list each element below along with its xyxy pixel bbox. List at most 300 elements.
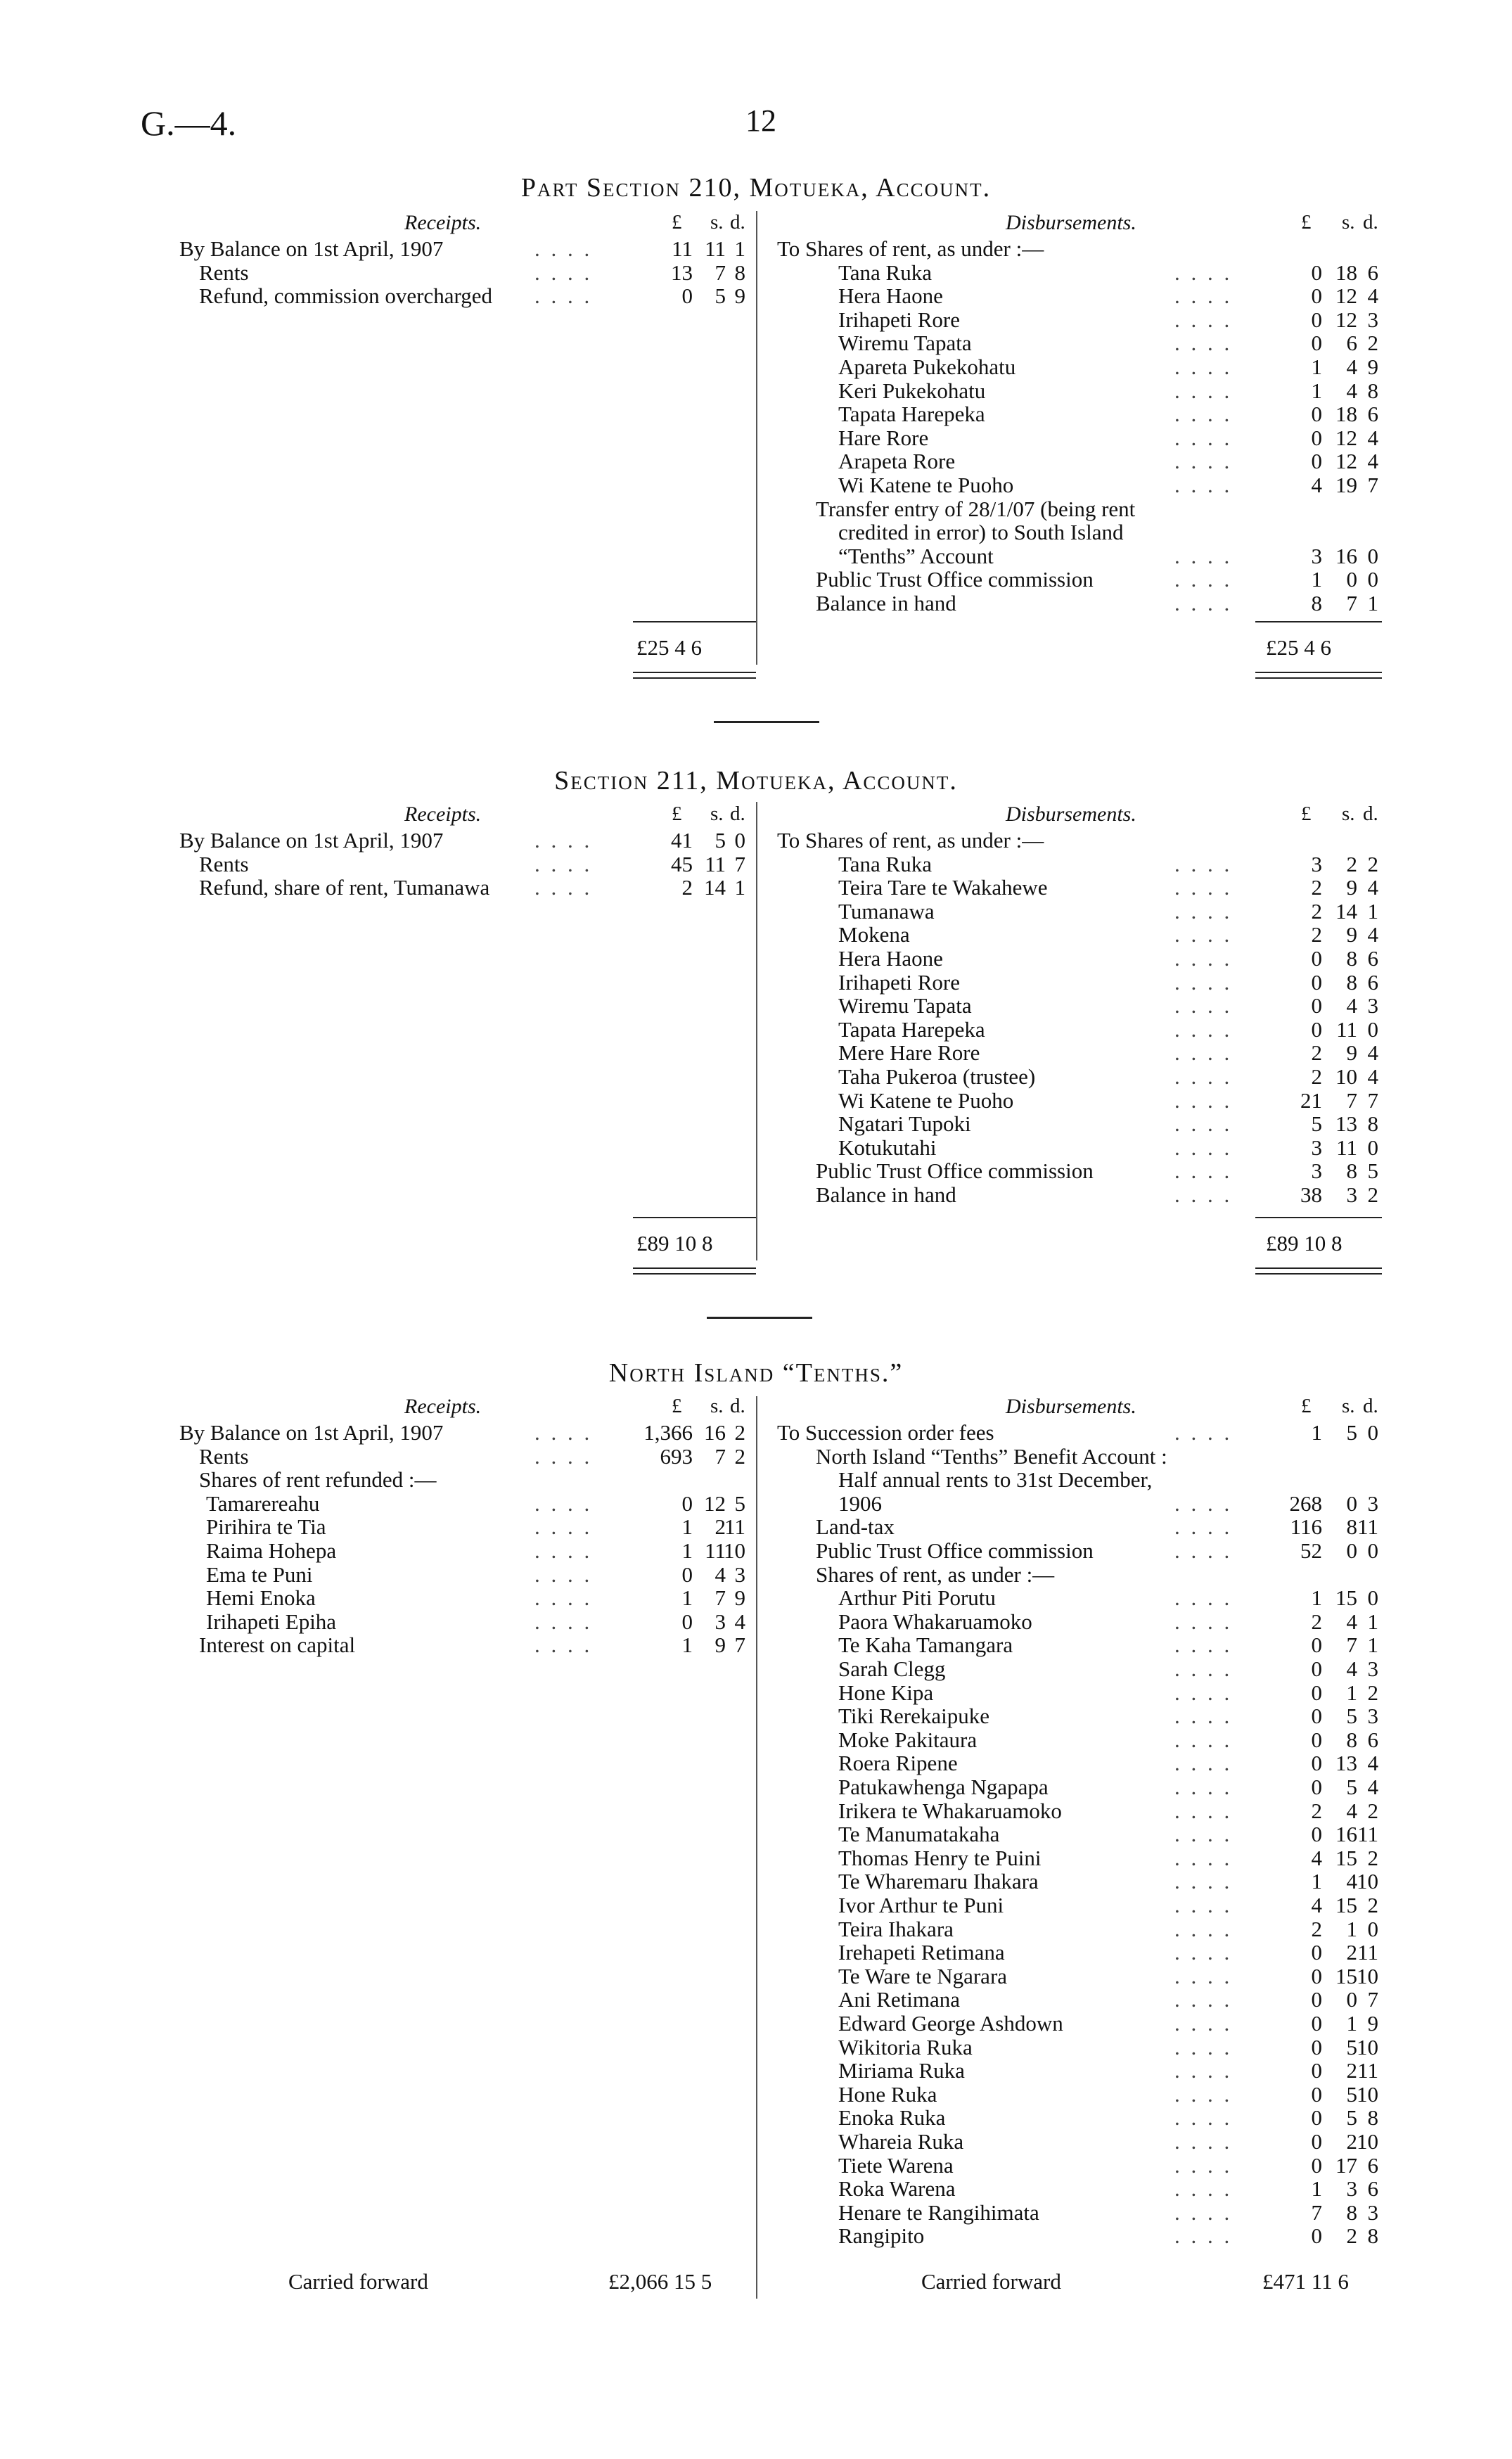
disbursement-label: Kotukutahi bbox=[838, 1135, 937, 1160]
amount-pence: 4 bbox=[1367, 1751, 1378, 1776]
disbursement-label: Half annual rents to 31st December, bbox=[838, 1467, 1153, 1493]
amount-pence: 6 bbox=[1367, 946, 1378, 971]
leader-dots: . . . . bbox=[534, 828, 593, 852]
amount-shillings: 8 bbox=[1346, 969, 1357, 995]
amount-pence: 2 bbox=[1367, 1893, 1378, 1917]
leader-dots: . . . . bbox=[534, 1561, 593, 1587]
leader-dots: . . . . bbox=[1174, 2034, 1233, 2059]
amount-shillings: 0 bbox=[1346, 567, 1357, 592]
amount-pence: 3 bbox=[1367, 307, 1378, 332]
amount-pounds: 2 bbox=[1311, 898, 1322, 924]
amount-shillings: 2 bbox=[1346, 851, 1357, 876]
leader-dots: . . . . bbox=[1174, 1940, 1233, 1965]
amount-pounds: 1 bbox=[681, 1633, 693, 1658]
amount-shillings: 11 bbox=[705, 1538, 726, 1563]
amount-pounds: 116 bbox=[1290, 1514, 1322, 1540]
leader-dots: . . . . bbox=[1174, 1916, 1233, 1941]
disbursement-label: Tumanawa bbox=[838, 898, 935, 924]
amount-pence: 11 bbox=[1357, 1822, 1378, 1847]
total-rule bbox=[1255, 621, 1382, 622]
receipt-label: Refund, commission overcharged bbox=[199, 283, 492, 309]
disbursement-label: Balance in hand bbox=[816, 591, 956, 615]
amount-pence: 6 bbox=[1367, 402, 1378, 427]
leader-dots: . . . . bbox=[1174, 449, 1233, 474]
disbursement-label: Patukawhenga Ngapapa bbox=[838, 1775, 1049, 1799]
amount-pence: 1 bbox=[1367, 1609, 1378, 1634]
amount-pounds: 0 bbox=[1311, 283, 1322, 309]
amount-pence: 3 bbox=[1367, 1656, 1378, 1681]
amount-pence: 1 bbox=[734, 875, 745, 900]
receipt-label: Rents bbox=[199, 1443, 249, 1469]
currency-heading: d. bbox=[730, 211, 745, 234]
amount-pounds: 0 bbox=[1311, 260, 1322, 285]
amount-shillings: 2 bbox=[715, 1514, 726, 1540]
amount-pounds: 0 bbox=[1311, 2105, 1322, 2131]
amount-pounds: 0 bbox=[681, 1609, 693, 1634]
amount-shillings: 16 bbox=[704, 1420, 726, 1445]
total-rule bbox=[1255, 1217, 1382, 1218]
leader-dots: . . . . bbox=[1174, 1087, 1233, 1113]
amount-shillings: 11 bbox=[1336, 1016, 1357, 1042]
leader-dots: . . . . bbox=[1174, 260, 1233, 285]
amount-shillings: 15 bbox=[1335, 1585, 1357, 1611]
amount-pounds: 0 bbox=[1311, 946, 1322, 971]
leader-dots: . . . . bbox=[1174, 283, 1233, 309]
disbursement-label: Wikitoria Ruka bbox=[838, 2034, 973, 2059]
amount-pence: 2 bbox=[734, 1420, 745, 1445]
leader-dots: . . . . bbox=[1174, 2176, 1233, 2202]
receipt-label: By Balance on 1st April, 1907 bbox=[179, 236, 444, 261]
amount-pence: 5 bbox=[1367, 1158, 1378, 1184]
amount-shillings: 10 bbox=[1335, 1064, 1357, 1089]
receipts-heading: Receipts. bbox=[404, 1395, 482, 1418]
currency-heading: d. bbox=[730, 1395, 745, 1417]
amount-shillings: 11 bbox=[705, 851, 726, 876]
amount-pence: 11 bbox=[724, 1514, 745, 1540]
amount-pence: 3 bbox=[1367, 1704, 1378, 1729]
amount-pounds: 1 bbox=[681, 1585, 693, 1611]
disbursement-label: Thomas Henry te Puini bbox=[838, 1845, 1042, 1870]
disbursement-label: Public Trust Office commission bbox=[816, 1538, 1094, 1563]
amount-shillings: 7 bbox=[715, 1443, 726, 1469]
amount-pence: 4 bbox=[1367, 1064, 1378, 1089]
leader-dots: . . . . bbox=[1174, 875, 1233, 900]
amount-pounds: 0 bbox=[1311, 402, 1322, 427]
amount-pence: 6 bbox=[1367, 1727, 1378, 1752]
currency-heading: £ bbox=[672, 211, 682, 234]
amount-shillings: 2 bbox=[1346, 2129, 1357, 2154]
amount-pence: 6 bbox=[1367, 260, 1378, 285]
amount-pence: 0 bbox=[1367, 1538, 1378, 1563]
amount-pounds: 0 bbox=[1311, 993, 1322, 1018]
amount-shillings: 8 bbox=[1346, 1727, 1357, 1752]
amount-pounds: 0 bbox=[1311, 1775, 1322, 1799]
currency-heading: £ bbox=[1301, 803, 1312, 825]
leader-dots: . . . . bbox=[1174, 2223, 1233, 2249]
receipts-total: £89 10 8 bbox=[636, 1231, 713, 1256]
amount-pounds: 3 bbox=[1311, 1135, 1322, 1160]
disbursement-label: To Succession order fees bbox=[777, 1420, 994, 1445]
amount-pence: 4 bbox=[734, 1609, 745, 1634]
leader-dots: . . . . bbox=[534, 1585, 593, 1611]
disbursement-label: Tiki Rerekaipuke bbox=[838, 1704, 989, 1729]
disbursements-heading: Disbursements. bbox=[1006, 803, 1136, 826]
amount-pence: 0 bbox=[1367, 567, 1378, 592]
amount-pence: 2 bbox=[1367, 1845, 1378, 1870]
amount-pounds: 8 bbox=[1311, 591, 1322, 615]
currency-heading: d. bbox=[730, 803, 745, 825]
receipt-label: Shares of rent refunded :— bbox=[199, 1467, 437, 1493]
leader-dots: . . . . bbox=[1174, 2081, 1233, 2107]
amount-pounds: 0 bbox=[1311, 331, 1322, 356]
leader-dots: . . . . bbox=[1174, 993, 1233, 1018]
currency-heading: £ bbox=[1301, 211, 1312, 234]
leader-dots: . . . . bbox=[1174, 1182, 1233, 1207]
amount-shillings: 13 bbox=[1335, 1751, 1357, 1776]
total-rule bbox=[633, 621, 756, 622]
disbursement-label: Miriama Ruka bbox=[838, 2058, 965, 2083]
amount-shillings: 5 bbox=[1346, 2105, 1357, 2131]
amount-shillings: 8 bbox=[1346, 2199, 1357, 2225]
disbursement-label: Te Wharemaru Ihakara bbox=[838, 1869, 1039, 1894]
amount-pounds: 0 bbox=[1311, 2034, 1322, 2059]
amount-shillings: 1 bbox=[1346, 1916, 1357, 1941]
column-divider bbox=[756, 802, 757, 1260]
disbursement-label: Tiete Warena bbox=[838, 2152, 954, 2178]
amount-pounds: 52 bbox=[1300, 1538, 1322, 1563]
amount-shillings: 14 bbox=[1335, 898, 1357, 924]
amount-shillings: 9 bbox=[1346, 922, 1357, 947]
amount-shillings: 16 bbox=[1335, 543, 1357, 568]
disbursement-label: Apareta Pukekohatu bbox=[838, 355, 1016, 379]
amount-pounds: 2 bbox=[1311, 875, 1322, 900]
amount-pounds: 7 bbox=[1311, 2199, 1322, 2225]
amount-shillings: 12 bbox=[1335, 283, 1357, 309]
amount-pence: 1 bbox=[734, 236, 745, 261]
amount-pounds: 13 bbox=[671, 260, 693, 285]
amount-pounds: 4 bbox=[1311, 473, 1322, 497]
carried-forward-label: Carried forward bbox=[921, 2269, 1061, 2294]
amount-pounds: 1,366 bbox=[643, 1420, 693, 1445]
amount-shillings: 8 bbox=[1346, 1514, 1357, 1540]
amount-pence: 7 bbox=[1367, 1987, 1378, 2012]
leader-dots: . . . . bbox=[1174, 969, 1233, 995]
disbursement-label: Hera Haone bbox=[838, 283, 943, 309]
amount-shillings: 9 bbox=[715, 1633, 726, 1658]
disbursement-label: 1906 bbox=[838, 1490, 882, 1516]
amount-shillings: 5 bbox=[1346, 1704, 1357, 1729]
disbursement-label: Hone Ruka bbox=[838, 2081, 937, 2107]
amount-shillings: 9 bbox=[1346, 875, 1357, 900]
amount-pounds: 1 bbox=[681, 1538, 693, 1563]
leader-dots: . . . . bbox=[1174, 1656, 1233, 1681]
amount-pounds: 693 bbox=[660, 1443, 693, 1469]
amount-pence: 0 bbox=[1367, 1135, 1378, 1160]
amount-pence: 8 bbox=[1367, 2223, 1378, 2249]
leader-dots: . . . . bbox=[1174, 378, 1233, 403]
leader-dots: . . . . bbox=[534, 1514, 593, 1540]
receipts-heading: Receipts. bbox=[404, 803, 482, 826]
amount-shillings: 6 bbox=[1346, 331, 1357, 356]
disbursement-label: Ani Retimana bbox=[838, 1987, 961, 2012]
leader-dots: . . . . bbox=[534, 1538, 593, 1563]
amount-pence: 0 bbox=[1367, 1585, 1378, 1611]
leader-dots: . . . . bbox=[534, 1420, 593, 1445]
amount-pounds: 45 bbox=[671, 851, 693, 876]
amount-pence: 11 bbox=[1357, 1514, 1378, 1540]
amount-pounds: 3 bbox=[1311, 851, 1322, 876]
amount-pounds: 41 bbox=[671, 828, 693, 852]
amount-pence: 9 bbox=[734, 1585, 745, 1611]
leader-dots: . . . . bbox=[1174, 307, 1233, 332]
amount-pounds: 2 bbox=[1311, 922, 1322, 947]
disbursement-label: North Island “Tenths” Benefit Account : bbox=[816, 1443, 1167, 1469]
leader-dots: . . . . bbox=[1174, 1798, 1233, 1823]
leader-dots: . . . . bbox=[1174, 922, 1233, 947]
amount-shillings: 13 bbox=[1335, 1111, 1357, 1137]
disbursement-label: Irehapeti Retimana bbox=[838, 1940, 1005, 1965]
amount-pounds: 1 bbox=[1311, 1869, 1322, 1894]
receipts-total: £25 4 6 bbox=[636, 635, 702, 660]
leader-dots: . . . . bbox=[1174, 1016, 1233, 1042]
receipts-heading: Receipts. bbox=[404, 211, 482, 234]
amount-shillings: 7 bbox=[715, 1585, 726, 1611]
amount-pence: 6 bbox=[1367, 2176, 1378, 2202]
section-title: Section 211, Motueka, Account. bbox=[554, 766, 958, 796]
leader-dots: . . . . bbox=[534, 1609, 593, 1634]
disbursements-carried-forward: £471 11 6 bbox=[1262, 2269, 1349, 2294]
amount-shillings: 5 bbox=[1346, 1420, 1357, 1445]
leader-dots: . . . . bbox=[534, 260, 593, 285]
leader-dots: . . . . bbox=[1174, 1158, 1233, 1184]
disbursement-label: Whareia Ruka bbox=[838, 2129, 964, 2154]
disbursement-label: credited in error) to South Island bbox=[838, 520, 1124, 545]
disbursement-label: Hare Rore bbox=[838, 425, 929, 450]
leader-dots: . . . . bbox=[534, 1633, 593, 1658]
amount-pence: 7 bbox=[734, 1633, 745, 1658]
amount-pence: 4 bbox=[1367, 449, 1378, 474]
amount-pence: 7 bbox=[1367, 473, 1378, 497]
currency-heading: s. bbox=[710, 211, 724, 234]
leader-dots: . . . . bbox=[1174, 1111, 1233, 1137]
leader-dots: . . . . bbox=[1174, 1751, 1233, 1776]
amount-pence: 5 bbox=[734, 1490, 745, 1516]
double-underline bbox=[1255, 677, 1382, 679]
disbursement-label: Edward George Ashdown bbox=[838, 2011, 1063, 2036]
amount-pounds: 0 bbox=[1311, 2152, 1322, 2178]
amount-pence: 2 bbox=[1367, 331, 1378, 356]
amount-pounds: 21 bbox=[1300, 1087, 1322, 1113]
currency-heading: s. bbox=[710, 1395, 724, 1417]
amount-pence: 4 bbox=[1367, 1040, 1378, 1066]
disbursement-label: Te Ware te Ngarara bbox=[838, 1963, 1008, 1988]
disbursement-label: Public Trust Office commission bbox=[816, 1158, 1094, 1184]
amount-pence: 1 bbox=[1367, 898, 1378, 924]
amount-pounds: 0 bbox=[1311, 307, 1322, 332]
carried-forward-label: Carried forward bbox=[288, 2269, 428, 2294]
leader-dots: . . . . bbox=[1174, 1775, 1233, 1799]
disbursement-label: Irihapeti Rore bbox=[838, 969, 961, 995]
disbursement-label: Hera Haone bbox=[838, 946, 943, 971]
column-divider bbox=[756, 1396, 757, 2299]
amount-pence: 11 bbox=[1357, 2058, 1378, 2083]
section-separator bbox=[707, 1317, 812, 1319]
amount-pounds: 3 bbox=[1311, 543, 1322, 568]
leader-dots: . . . . bbox=[1174, 851, 1233, 876]
amount-shillings: 16 bbox=[1335, 1822, 1357, 1847]
disbursement-label: Teira Tare te Wakahewe bbox=[838, 875, 1048, 900]
receipt-label: Rents bbox=[199, 851, 249, 876]
leader-dots: . . . . bbox=[1174, 1987, 1233, 2012]
double-underline bbox=[633, 1267, 756, 1269]
amount-shillings: 0 bbox=[1346, 1538, 1357, 1563]
leader-dots: . . . . bbox=[1174, 1064, 1233, 1089]
amount-pence: 4 bbox=[1367, 425, 1378, 450]
leader-dots: . . . . bbox=[1174, 425, 1233, 450]
amount-pounds: 2 bbox=[681, 875, 693, 900]
leader-dots: . . . . bbox=[1174, 1822, 1233, 1847]
disbursement-label: Wiremu Tapata bbox=[838, 331, 972, 356]
leader-dots: . . . . bbox=[1174, 898, 1233, 924]
leader-dots: . . . . bbox=[1174, 543, 1233, 568]
disbursement-label: To Shares of rent, as under :— bbox=[777, 236, 1044, 261]
currency-heading: d. bbox=[1363, 211, 1378, 234]
amount-pounds: 0 bbox=[1311, 2011, 1322, 2036]
amount-pounds: 0 bbox=[1311, 449, 1322, 474]
amount-shillings: 12 bbox=[1335, 449, 1357, 474]
amount-shillings: 4 bbox=[1346, 1609, 1357, 1634]
leader-dots: . . . . bbox=[534, 1490, 593, 1516]
receipt-label: Pirihira te Tia bbox=[206, 1514, 326, 1540]
leader-dots: . . . . bbox=[1174, 1963, 1233, 1988]
disbursement-label: Ngatari Tupoki bbox=[838, 1111, 971, 1137]
leader-dots: . . . . bbox=[1174, 2129, 1233, 2154]
amount-pounds: 0 bbox=[1311, 1940, 1322, 1965]
disbursement-label: Tana Ruka bbox=[838, 260, 932, 285]
leader-dots: . . . . bbox=[1174, 1135, 1233, 1160]
amount-shillings: 3 bbox=[1346, 2176, 1357, 2202]
currency-heading: s. bbox=[1342, 803, 1355, 825]
amount-pounds: 2 bbox=[1311, 1798, 1322, 1823]
leader-dots: . . . . bbox=[1174, 1893, 1233, 1917]
receipt-label: Ema te Puni bbox=[206, 1561, 313, 1587]
leader-dots: . . . . bbox=[1174, 1040, 1233, 1066]
amount-shillings: 15 bbox=[1335, 1963, 1357, 1988]
disbursement-label: Te Manumatakaha bbox=[838, 1822, 1000, 1847]
amount-pounds: 1 bbox=[1311, 1585, 1322, 1611]
leader-dots: . . . . bbox=[1174, 2058, 1233, 2083]
disbursement-label: Taha Pukeroa (trustee) bbox=[838, 1064, 1036, 1089]
amount-shillings: 17 bbox=[1335, 2152, 1357, 2178]
amount-shillings: 0 bbox=[1346, 1987, 1357, 2012]
amount-pounds: 1 bbox=[1311, 2176, 1322, 2202]
amount-shillings: 5 bbox=[715, 828, 726, 852]
leader-dots: . . . . bbox=[1174, 402, 1233, 427]
disbursement-label: Keri Pukekohatu bbox=[838, 378, 986, 403]
amount-shillings: 4 bbox=[1346, 1656, 1357, 1681]
amount-pounds: 0 bbox=[1311, 1016, 1322, 1042]
amount-shillings: 1 bbox=[1346, 2011, 1357, 2036]
amount-shillings: 8 bbox=[1346, 946, 1357, 971]
amount-pence: 11 bbox=[1357, 1940, 1378, 1965]
amount-pounds: 2 bbox=[1311, 1916, 1322, 1941]
amount-pence: 6 bbox=[1367, 969, 1378, 995]
amount-shillings: 12 bbox=[1335, 307, 1357, 332]
disbursement-label: Arapeta Rore bbox=[838, 449, 956, 474]
amount-pounds: 11 bbox=[672, 236, 693, 261]
leader-dots: . . . . bbox=[1174, 2105, 1233, 2131]
total-rule bbox=[633, 1217, 756, 1218]
amount-pounds: 1 bbox=[681, 1514, 693, 1540]
leader-dots: . . . . bbox=[534, 875, 593, 900]
amount-shillings: 7 bbox=[1346, 1087, 1357, 1113]
amount-shillings: 4 bbox=[1346, 378, 1357, 403]
leader-dots: . . . . bbox=[1174, 1704, 1233, 1729]
receipt-label: Rents bbox=[199, 260, 249, 285]
amount-pounds: 0 bbox=[1311, 1987, 1322, 2012]
amount-pence: 8 bbox=[734, 260, 745, 285]
amount-pence: 7 bbox=[734, 851, 745, 876]
amount-shillings: 2 bbox=[1346, 2223, 1357, 2249]
amount-pence: 10 bbox=[1357, 1963, 1378, 1988]
amount-pounds: 0 bbox=[681, 283, 693, 309]
disbursement-label: Henare te Rangihimata bbox=[838, 2199, 1039, 2225]
double-underline bbox=[633, 672, 756, 673]
amount-shillings: 3 bbox=[1346, 1182, 1357, 1207]
amount-shillings: 4 bbox=[715, 1561, 726, 1587]
currency-heading: £ bbox=[672, 803, 682, 825]
amount-shillings: 3 bbox=[715, 1609, 726, 1634]
disbursement-label: Tapata Harepeka bbox=[838, 402, 985, 427]
disbursements-total: £25 4 6 bbox=[1266, 635, 1331, 660]
disbursement-label: Teira Ihakara bbox=[838, 1916, 954, 1941]
amount-pence: 4 bbox=[1367, 1775, 1378, 1799]
amount-pence: 7 bbox=[1367, 1087, 1378, 1113]
document-reference: G.—4. bbox=[141, 103, 237, 143]
amount-pence: 4 bbox=[1367, 283, 1378, 309]
amount-pounds: 0 bbox=[1311, 969, 1322, 995]
disbursement-label: Moke Pakitaura bbox=[838, 1727, 978, 1752]
leader-dots: . . . . bbox=[1174, 1420, 1233, 1445]
leader-dots: . . . . bbox=[1174, 1585, 1233, 1611]
receipt-label: Tamarereahu bbox=[206, 1490, 320, 1516]
currency-heading: s. bbox=[710, 803, 724, 825]
amount-pounds: 0 bbox=[1311, 425, 1322, 450]
section-title: Part Section 210, Motueka, Account. bbox=[520, 173, 992, 203]
amount-pounds: 0 bbox=[1311, 1822, 1322, 1847]
amount-pence: 4 bbox=[1367, 922, 1378, 947]
amount-pounds: 38 bbox=[1300, 1182, 1322, 1207]
leader-dots: . . . . bbox=[1174, 355, 1233, 379]
amount-pence: 1 bbox=[1367, 1633, 1378, 1658]
disbursement-label: Roka Warena bbox=[838, 2176, 956, 2202]
amount-pounds: 5 bbox=[1311, 1111, 1322, 1137]
disbursement-label: Shares of rent, as under :— bbox=[816, 1561, 1055, 1587]
leader-dots: . . . . bbox=[1174, 1490, 1233, 1516]
amount-pence: 3 bbox=[1367, 993, 1378, 1018]
disbursement-label: Enoka Ruka bbox=[838, 2105, 946, 2131]
leader-dots: . . . . bbox=[1174, 1845, 1233, 1870]
leader-dots: . . . . bbox=[1174, 2199, 1233, 2225]
receipt-label: Irihapeti Epiha bbox=[206, 1609, 337, 1634]
leader-dots: . . . . bbox=[534, 1443, 593, 1469]
amount-shillings: 5 bbox=[715, 283, 726, 309]
amount-pence: 4 bbox=[1367, 875, 1378, 900]
amount-shillings: 4 bbox=[1346, 1798, 1357, 1823]
section-separator bbox=[714, 721, 819, 723]
leader-dots: . . . . bbox=[1174, 1727, 1233, 1752]
disbursement-label: To Shares of rent, as under :— bbox=[777, 828, 1044, 852]
